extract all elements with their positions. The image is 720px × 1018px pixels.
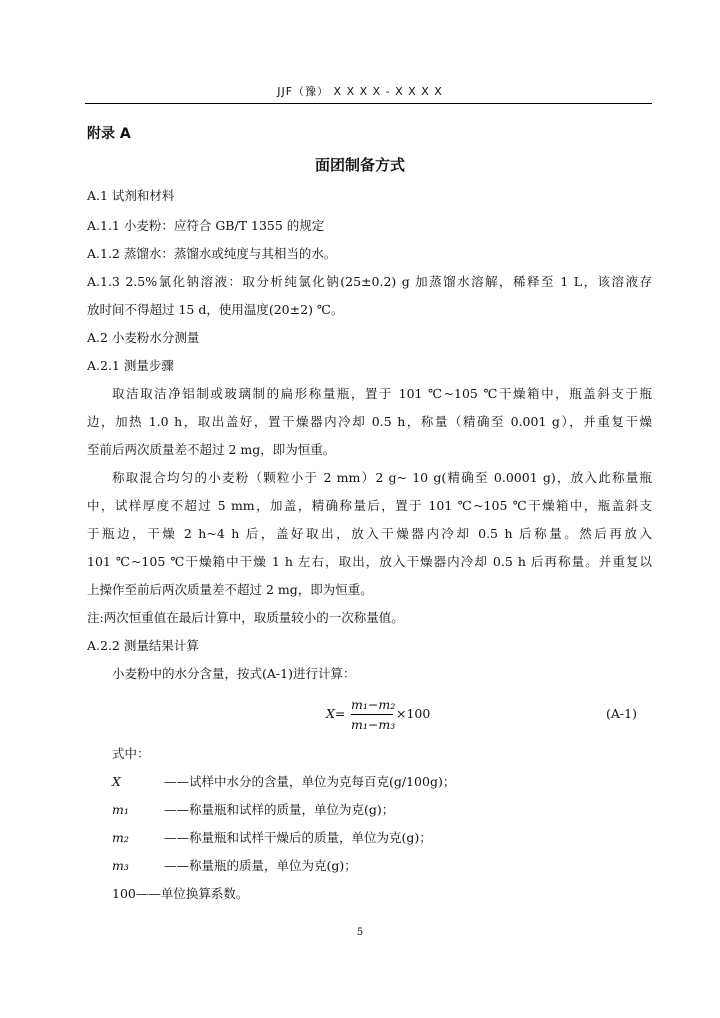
paragraph-line: 101 ℃~105 ℃干燥箱中干燥 1 h 左右，取出，放入干燥器内冷却 0.5 h 后再称量。并重复以 bbox=[87, 554, 652, 569]
variable-description: ——试样中水分的含量，单位为克每百克(g/100g)； bbox=[164, 774, 456, 789]
paragraph-line: 于瓶边，干燥 2 h~4 h 后，盖好取出，放入干燥器内冷却 0.5 h 后称量。然后再放入 bbox=[87, 526, 652, 541]
variable-symbol: 100 bbox=[112, 886, 136, 901]
fraction-bar bbox=[351, 714, 393, 715]
section-heading-a2: A.2 小麦粉水分测量 bbox=[87, 330, 200, 345]
equation-number: (A-1) bbox=[606, 706, 637, 721]
section-a1-1: A.1.1 小麦粉：应符合 GB/T 1355 的规定 bbox=[87, 218, 325, 233]
note: 注:两次恒重值在最后计算中，取质量较小的一次称量值。 bbox=[87, 610, 404, 625]
variable-description: ——称量瓶和试样的质量，单位为克(g)； bbox=[164, 802, 395, 817]
variable-description: ——称量瓶的质量，单位为克(g)； bbox=[164, 858, 357, 873]
variable-definition bbox=[112, 884, 248, 902]
variable-description: ——单位换算系数。 bbox=[135, 886, 249, 901]
paragraph-line: 上操作至前后两次质量差不超过 2 mg，即为恒重。 bbox=[87, 582, 373, 597]
document-title: 面团制备方式 bbox=[314, 156, 405, 174]
section-heading-a2-1: A.2.1 测量步骤 bbox=[87, 358, 174, 373]
calculation-intro: 小麦粉中的水分含量，按式(A-1)进行计算： bbox=[112, 666, 356, 681]
paragraph-line: 至前后两次质量差不超过 2 mg，即为恒重。 bbox=[87, 442, 336, 457]
appendix-label: 附录 A bbox=[87, 126, 131, 142]
section-a1-3-line: 放时间不得超过 15 d，使用温度(20±2) ℃。 bbox=[87, 302, 344, 317]
formula-lhs: X= bbox=[326, 706, 346, 721]
formula-multiplier: ×100 bbox=[396, 706, 431, 721]
page-number: 5 bbox=[356, 927, 364, 938]
paragraph-line: 边，加热 1.0 h，取出盖好，置干燥器内冷却 0.5 h，称量（精确至 0.001 g），并重复干燥 bbox=[87, 414, 652, 429]
paragraph-line: 中，试样厚度不超过 5 mm，加盖，精确称量后，置于 101 ℃~105 ℃干燥箱中，瓶盖斜支 bbox=[87, 498, 652, 513]
where-label: 式中： bbox=[112, 746, 150, 761]
variable-symbol: X bbox=[112, 774, 121, 789]
variable-definition bbox=[112, 800, 394, 818]
variable-description: ——称量瓶和试样干燥后的质量，单位为克(g)； bbox=[164, 830, 432, 845]
header-divider bbox=[85, 103, 652, 104]
variable-symbol: m₃ bbox=[112, 858, 129, 873]
page-header: JJF（豫） X X X X - X X X X bbox=[277, 85, 443, 98]
paragraph-line: 称取混合均匀的小麦粉（颗粒小于 2 mm）2 g~ 10 g(精确至 0.0001 g)，放入此称量瓶 bbox=[112, 470, 652, 485]
variable-symbol: m₂ bbox=[112, 830, 129, 845]
formula-numerator: m₁−m₂ bbox=[351, 697, 396, 712]
formula-a1 bbox=[326, 697, 466, 737]
formula-denominator: m₁−m₃ bbox=[351, 717, 396, 732]
section-heading-a2-2: A.2.2 测量结果计算 bbox=[87, 638, 199, 653]
section-heading-a1: A.1 试剂和材料 bbox=[87, 188, 175, 203]
section-a1-3-line: A.1.3 2.5%氯化钠溶液：取分析纯氯化钠(25±0.2) g 加蒸馏水溶解，稀释至 1 L，该溶液存 bbox=[87, 274, 652, 289]
variable-definition bbox=[112, 856, 357, 874]
variable-symbol: m₁ bbox=[112, 802, 129, 817]
variable-definition bbox=[112, 828, 432, 846]
section-a1-2: A.1.2 蒸馏水：蒸馏水或纯度与其相当的水。 bbox=[87, 246, 337, 261]
paragraph-line: 取洁取洁净铝制或玻璃制的扁形称量瓶，置于 101 ℃~105 ℃干燥箱中，瓶盖斜支于瓶 bbox=[112, 386, 652, 401]
variable-definition bbox=[112, 772, 455, 790]
